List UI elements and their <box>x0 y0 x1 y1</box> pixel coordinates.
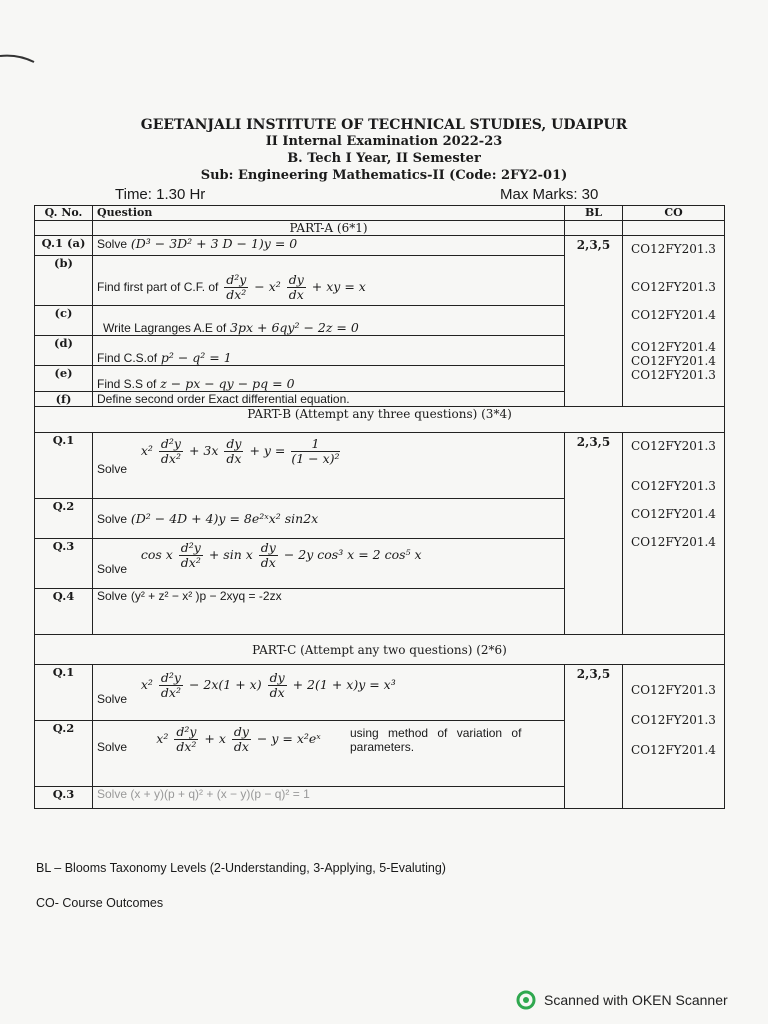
question-text: Find S.S of z − px − qy − pq = 0 <box>93 366 565 392</box>
scanner-logo-icon <box>516 990 536 1010</box>
question-text: Write Lagranges A.E of 3px + 6qy² − 2z = 0 <box>93 306 565 336</box>
course-name: B. Tech I Year, II Semester <box>287 151 481 166</box>
max-marks-label: Max Marks: 30 <box>500 186 599 203</box>
question-text: Solve x² $\frac{\text{d²y}}{\text{dx²}}$ + x $\frac{dy}{dx}$ − y = x²eˣ using method of variation of parameters. <box>93 721 565 787</box>
bl-footnote: BL – Blooms Taxonomy Levels (2-Understanding, 3-Applying, 5-Evaluting) <box>36 861 446 875</box>
table-row <box>35 236 725 256</box>
table-row: (f) Define second order Exact differential equation. <box>35 392 725 407</box>
part-c-title-row <box>35 635 725 665</box>
bloom-level: 2,3,5 <box>565 433 623 635</box>
course-outcomes: CO12FY201.3 CO12FY201.3 CO12FY201.4 CO12FY201.4 CO12FY201.4 CO12FY201.3 <box>623 236 725 407</box>
question-text: Solve x² $\frac{\text{d²y}}{\text{dx²}}$ − 2x(1 + x) $\frac{dy}{dx}$ + 2(1 + x)y = x³ <box>93 665 565 721</box>
question-text: Define second order Exact differential equation. <box>93 392 565 407</box>
question-number: Q.1 (a) <box>35 236 93 256</box>
question-text: Find first part of C.F. of $\frac{\text{d²y}}{\text{dx²}}$ − x² $\frac{dy}{dx}$ + xy = x <box>93 256 565 306</box>
col-header-qno: Q. No. <box>35 206 93 221</box>
table-header-row <box>35 206 725 221</box>
question-text: Solve (x + y)(p + q)² + (x − y)(p − q)² = 1 <box>93 787 565 809</box>
table-row: Q.2 Solve (D² − 4D + 4)y = 8e²ˣx² sin2x <box>35 499 725 539</box>
part-c-title: PART-C (Attempt any two questions) (2*6) <box>35 635 725 665</box>
table-row: Q.3 Solve (x + y)(p + q)² + (x − y)(p − q)² = 1 <box>35 787 725 809</box>
subject-name: Sub: Engineering Mathematics-II (Code: 2FY2-01) <box>200 168 568 183</box>
table-row: Q.2 Solve x² $\frac{\text{d²y}}{\text{dx²}}$ + x $\frac{dy}{dx}$ − y = x²eˣ using method of variation of parameters. <box>35 721 725 787</box>
question-text: Solve x² $\frac{\text{d²y}}{\text{dx²}}$ + 3x $\frac{dy}{dx}$ + y = $\frac{1}{\text{(1 − x)²}}$ <box>93 433 565 499</box>
col-header-bl: BL <box>565 206 623 221</box>
course-outcomes: CO12FY201.3 CO12FY201.3 CO12FY201.4 <box>623 665 725 809</box>
part-a-title: PART-A (6*1) <box>93 221 565 236</box>
table-row: (d) Find C.S.of p² − q² = 1 <box>35 336 725 366</box>
question-text: Find C.S.of p² − q² = 1 <box>93 336 565 366</box>
table-row: (e) Find S.S of z − px − qy − pq = 0 <box>35 366 725 392</box>
part-b-title-row <box>35 407 725 433</box>
col-header-question: Question <box>93 206 565 221</box>
scanner-label: Scanned with OKEN Scanner <box>544 992 728 1008</box>
bloom-level: 2,3,5 <box>565 665 623 809</box>
bloom-level: 2,3,5 <box>565 236 623 407</box>
time-label: Time: 1.30 Hr <box>115 186 206 203</box>
question-text: Solve (D² − 4D + 4)y = 8e²ˣx² sin2x <box>93 499 565 539</box>
question-text: Solve cos x $\frac{\text{d²y}}{\text{dx²}}$ + sin x $\frac{dy}{dx}$ − 2y cos³ x = 2 cos⁵ x <box>93 539 565 589</box>
scanner-watermark <box>516 990 728 1010</box>
pen-scratch-mark <box>0 50 36 64</box>
question-table <box>34 205 725 809</box>
table-row: (c) Write Lagranges A.E of 3px + 6qy² − 2z = 0 <box>35 306 725 336</box>
question-text: Solve (D³ − 3D² + 3 D − 1)y = 0 <box>93 236 565 256</box>
institute-name: GEETANJALI INSTITUTE OF TECHNICAL STUDIES, UDAIPUR <box>140 117 628 133</box>
col-header-co: CO <box>623 206 725 221</box>
exam-name: II Internal Examination 2022-23 <box>265 134 503 149</box>
part-b-title: PART-B (Attempt any three questions) (3*4) <box>35 407 725 433</box>
part-a-title-row <box>35 221 725 236</box>
table-row: Q.4 Solve (y² + z² − x² )p − 2xyq = -2zx <box>35 589 725 635</box>
co-footnote: CO- Course Outcomes <box>36 896 164 910</box>
table-row: Q.3 Solve cos x $\frac{\text{d²y}}{\text{dx²}}$ + sin x $\frac{dy}{dx}$ − 2y cos³ x = 2 cos⁵ x <box>35 539 725 589</box>
table-row: (b) Find first part of C.F. of $\frac{\text{d²y}}{\text{dx²}}$ − x² $\frac{dy}{dx}$ + xy = x <box>35 256 725 306</box>
table-row: Q.1 Solve x² $\frac{\text{d²y}}{\text{dx²}}$ − 2x(1 + x) $\frac{dy}{dx}$ + 2(1 + x)y = x³ 2,3,5 CO12FY201.3 CO12FY201.3 CO12FY201.4 <box>35 665 725 721</box>
table-row: Q.1 Solve x² $\frac{\text{d²y}}{\text{dx²}}$ + 3x $\frac{dy}{dx}$ + y = $\frac{1}{\text{(1 − x)²}}$ 2,3,5 CO12FY201.3 CO12FY201.3 CO12FY201.4 CO12FY201.4 <box>35 433 725 499</box>
course-outcomes: CO12FY201.3 CO12FY201.3 CO12FY201.4 CO12FY201.4 <box>623 433 725 635</box>
question-text: Solve (y² + z² − x² )p − 2xyq = -2zx <box>93 589 565 635</box>
